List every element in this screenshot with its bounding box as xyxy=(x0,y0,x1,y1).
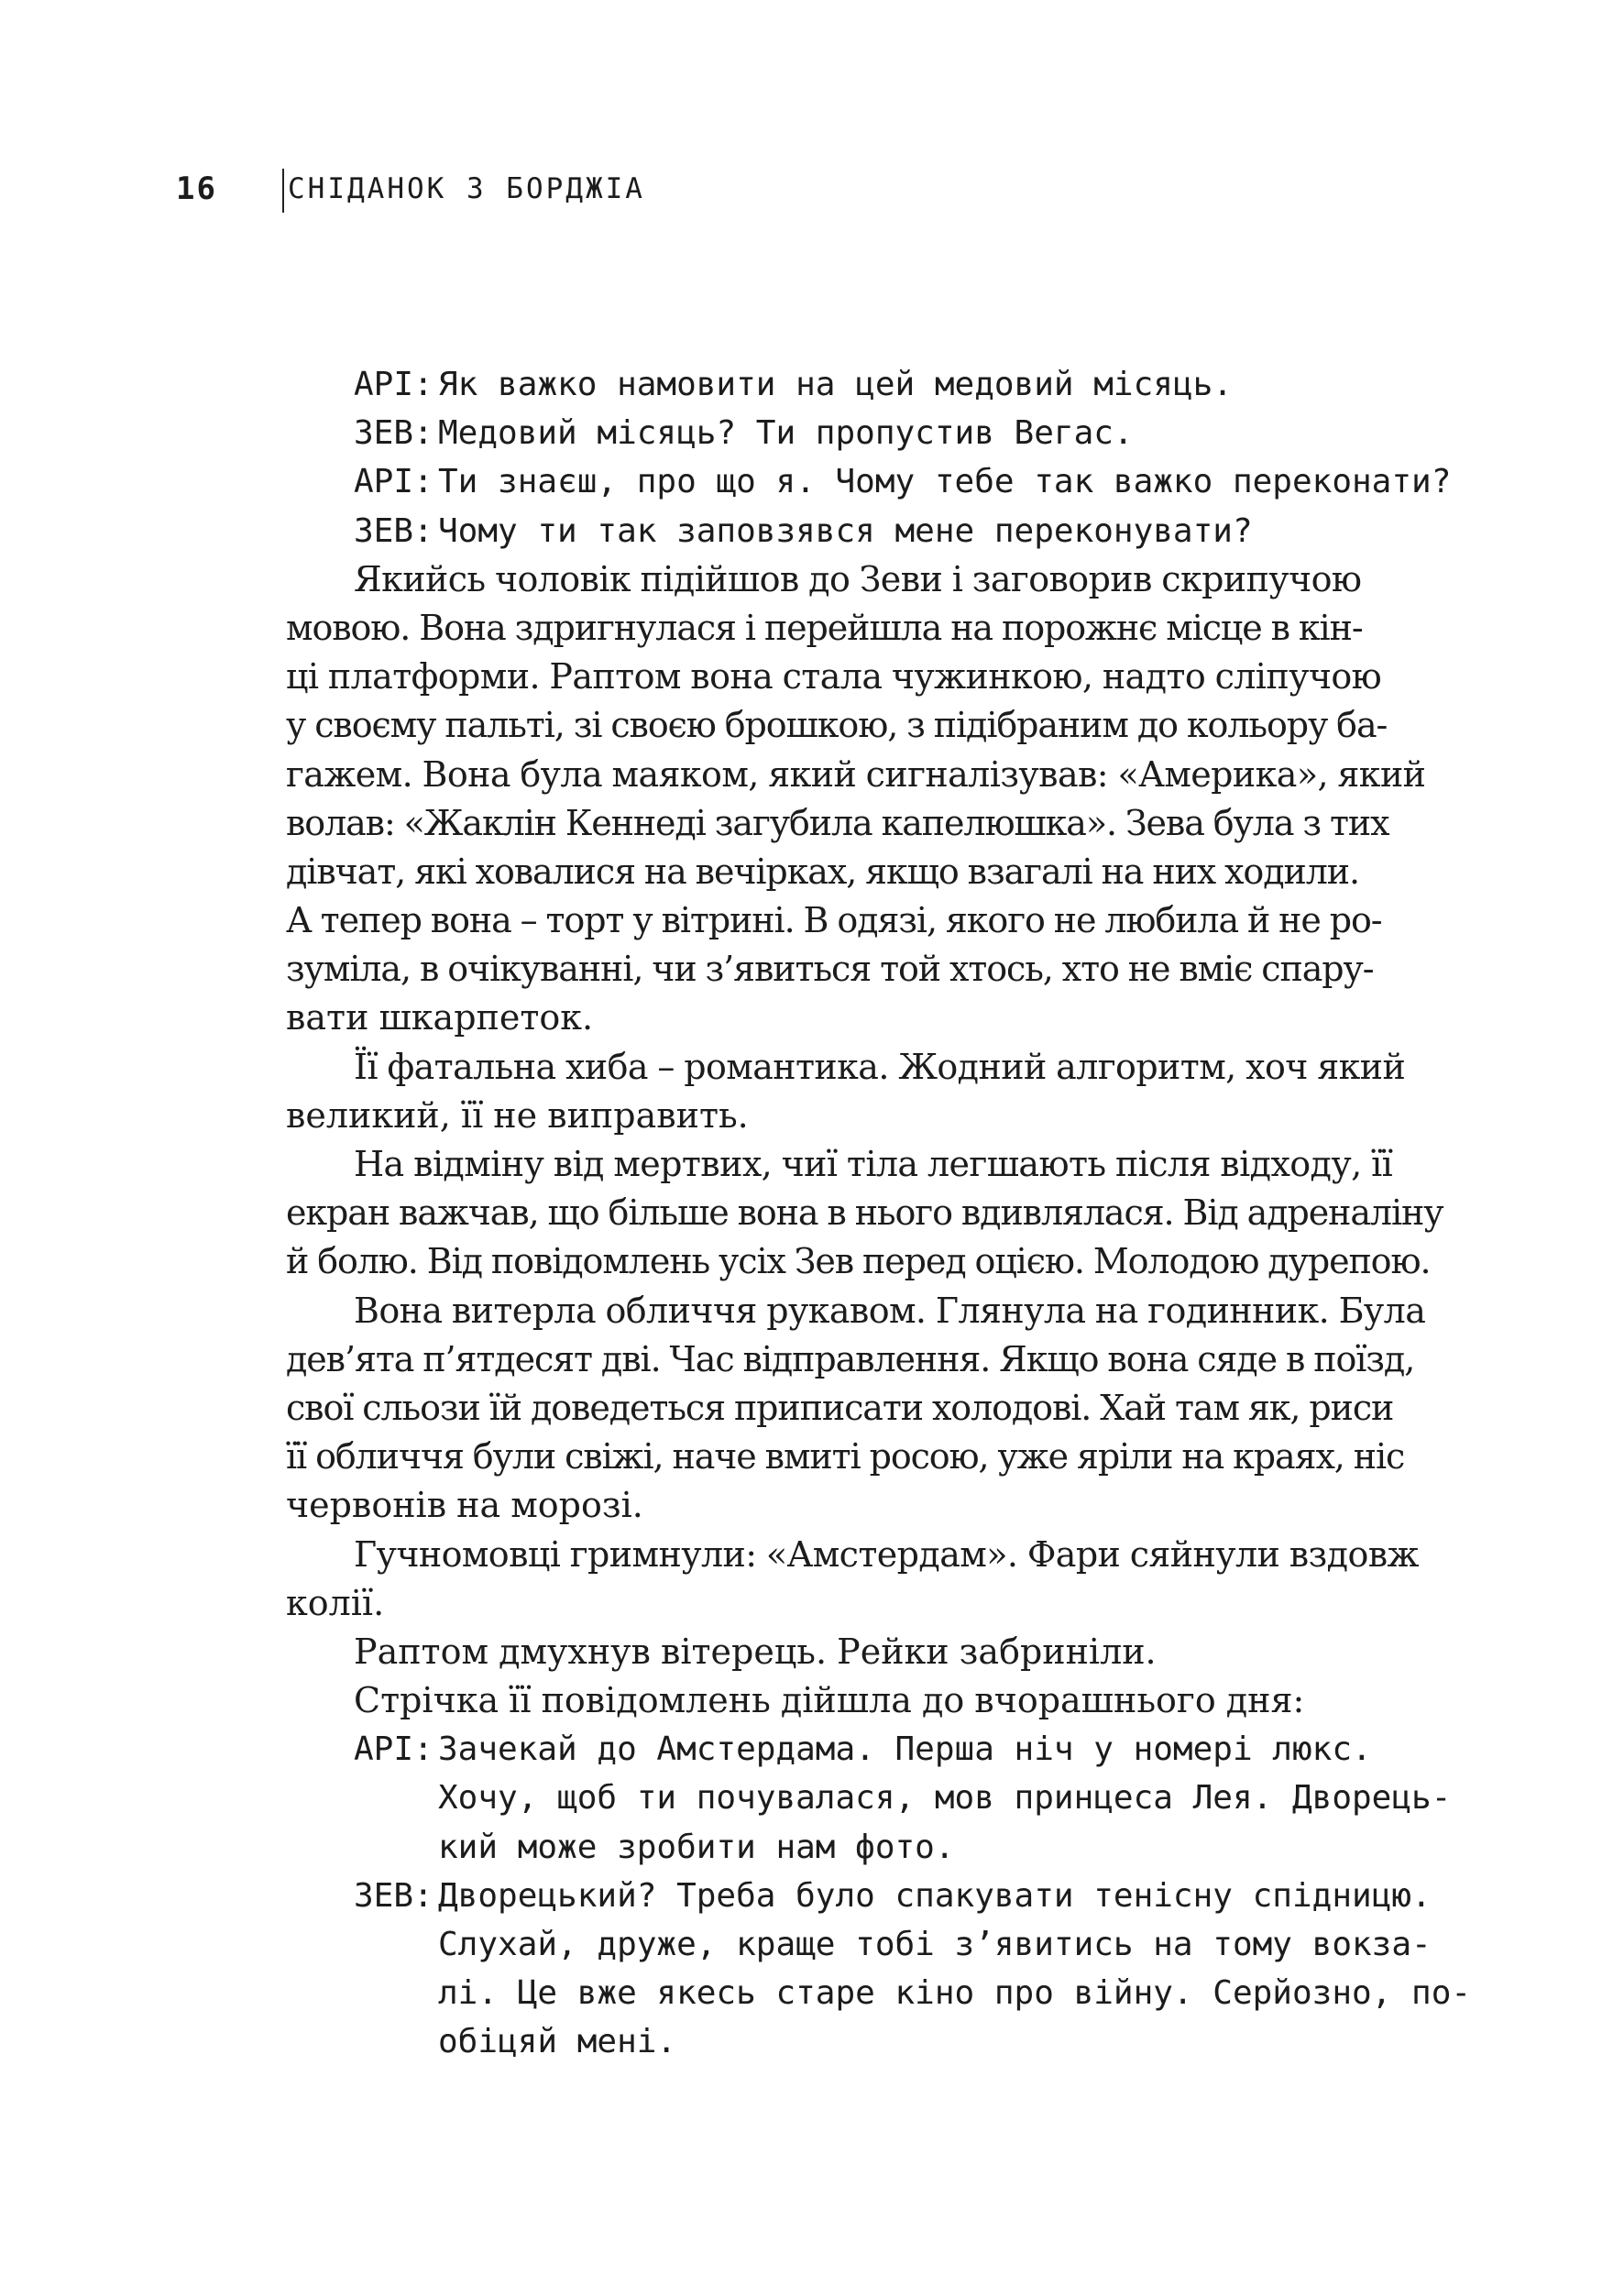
chat-text: Ти знаєш, про що я. Чому тебе так важко переконати? xyxy=(438,463,1452,501)
paragraph-line: Раптом дмухнув вітерець. Рейки забриніли. xyxy=(354,1631,1157,1672)
chat-line xyxy=(286,1725,1523,1774)
chat-speaker: ЗЕВ: xyxy=(354,511,433,550)
chat-speaker: АРІ: xyxy=(354,463,433,501)
paragraph-line: Стрічка її повідомлень дійшла до вчорашнього дня: xyxy=(354,1680,1305,1721)
paragraph-line: великий, її не виправить. xyxy=(286,1094,749,1136)
header-divider xyxy=(282,169,284,213)
paragraph-line: На відміну від мертвих, чиї тіла легшають після відходу, її xyxy=(354,1144,1393,1184)
paragraph-line: її обличчя були свіжі, наче вмиті росою, уже яріли на краях, ніс xyxy=(286,1436,1405,1478)
paragraph-line: мовою. Вона здригнулася і перейшла на порожнє місце в кін- xyxy=(286,607,1363,648)
paragraph-line: волав: «Жаклін Кеннеді загубила капелюшка». Зева була з тих xyxy=(286,802,1389,843)
text-body xyxy=(286,360,1523,2067)
paragraph-line: Вона витерла обличчя рукавом. Глянула на годинник. Була xyxy=(354,1290,1426,1331)
chat-line: кий може зробити нам фото. xyxy=(438,1828,955,1866)
paragraph-line: й болю. Від повідомлень усіх Зев перед оцією. Молодою дурепою. xyxy=(286,1241,1431,1282)
chat-speaker: АРІ: xyxy=(354,366,433,403)
chat-speaker: ЗЕВ: xyxy=(354,414,433,453)
chat-text: Як важко намовити на цей медовий місяць. xyxy=(438,366,1233,403)
chat-line xyxy=(286,457,1523,506)
paragraph-line: свої сльози їй доведеться приписати холодові. Хай там як, риси xyxy=(286,1387,1394,1428)
paragraph-line: у своєму пальті, зі своєю брошкою, з підібраним до кольору ба- xyxy=(286,705,1388,746)
paragraph-line: гажем. Вона була маяком, який сигналізував: «Америка», який xyxy=(286,753,1426,795)
chat-speaker: АРІ: xyxy=(354,1730,433,1769)
chat-line xyxy=(286,360,1523,409)
chat-text: Зачекай до Амстердама. Перша ніч у номері люкс. xyxy=(438,1730,1372,1769)
paragraph-line: вати шкарпеток. xyxy=(286,997,594,1038)
paragraph-line: колії. xyxy=(286,1582,385,1623)
chat-line xyxy=(286,409,1523,457)
paragraph-line: А тепер вона – торт у вітрині. В одязі, якого не любила й не ро- xyxy=(286,900,1382,941)
paragraph-line: Гучномовці гримнули: «Амстердам». Фари сяйнули вздовж xyxy=(354,1533,1419,1575)
chat-line: лі. Це вже якесь старе кіно про війну. Серйозно, по- xyxy=(438,1974,1472,2013)
chat-line xyxy=(286,1872,1523,1920)
paragraph-line: дев’ята п’ятдесят дві. Час відправлення. Якщо вона сяде в поїзд, xyxy=(286,1338,1415,1379)
chat-line: Хочу, щоб ти почувалася, мов принцеса Лея. Дворець- xyxy=(438,1779,1452,1818)
paragraph-line: червонів на морозі. xyxy=(286,1485,643,1526)
chat-text: Медовий місяць? Ти пропустив Вегас. xyxy=(438,414,1134,453)
running-title: СНІДАНОК З БОРДЖІА xyxy=(288,172,645,205)
paragraph-line: екран важчав, що більше вона в нього вдивлялася. Від адреналіну xyxy=(286,1192,1443,1234)
chat-line: обіцяй мені. xyxy=(438,2023,677,2061)
paragraph-line: Її фатальна хиба – романтика. Жодний алгоритм, хоч який xyxy=(354,1046,1406,1087)
chat-line: Слухай, друже, краще тобі з’явитись на тому вокза- xyxy=(438,1926,1432,1963)
chat-line xyxy=(286,507,1523,555)
chat-speaker: ЗЕВ: xyxy=(354,1876,433,1915)
paragraph-line: дівчат, які ховалися на вечірках, якщо взагалі на них ходили. xyxy=(286,851,1359,892)
paragraph-line: зуміла, в очікуванні, чи з’явиться той хтось, хто не вміє спару- xyxy=(286,949,1374,990)
paragraph-line: ці платформи. Раптом вона стала чужинкою, надто сліпучою xyxy=(286,656,1382,698)
page-number: 16 xyxy=(176,170,217,207)
chat-text: Дворецький? Треба було спакувати тенісну спідницю. xyxy=(438,1876,1432,1915)
paragraph-line: Якийсь чоловік підійшов до Зеви і заговорив скрипучою xyxy=(354,558,1362,599)
chat-text: Чому ти так заповзявся мене переконувати? xyxy=(438,511,1253,550)
